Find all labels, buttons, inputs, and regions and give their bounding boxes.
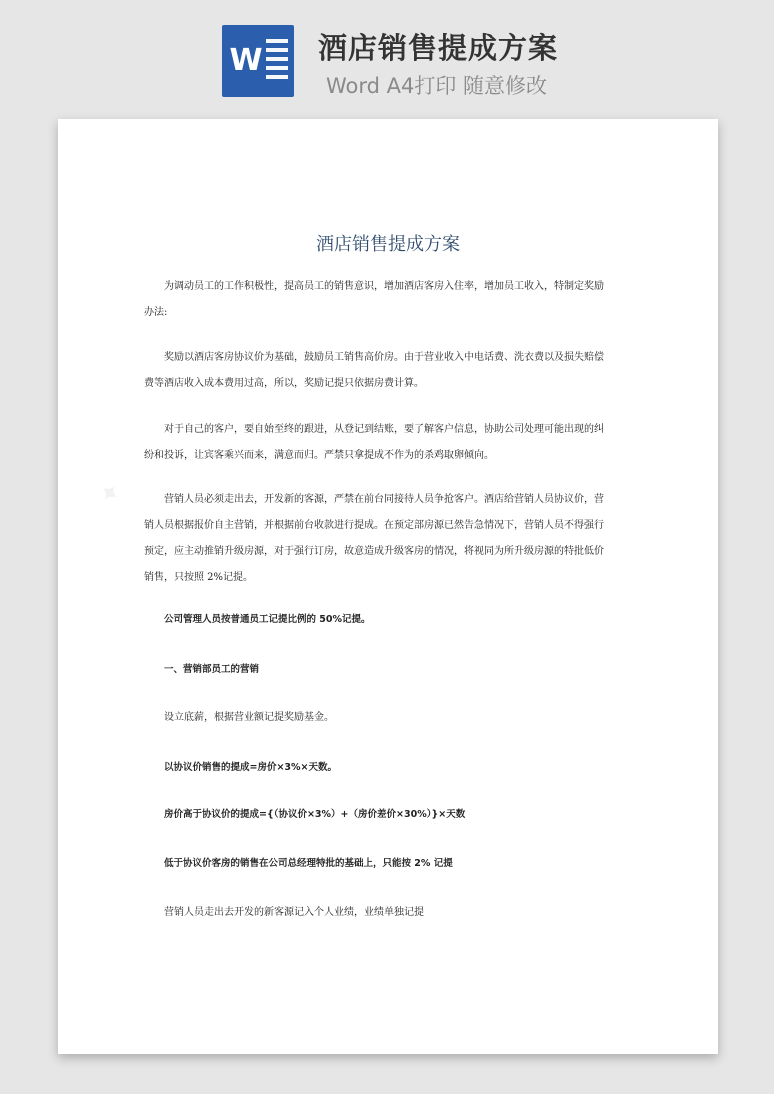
paragraph-sales-rules: 营销人员必须走出去，开发新的客源，严禁在前台同接待人员争抢客户。酒店给营销人员协议价，营销人员根据报价自主营销，并根据前台收款进行提成。在预定部房源已然告急情况下，营销人员不得强行预定，应主动推销升级房源，对于强行订房，故意造成升级客房的情况，将视同为所升级房源的特批低价销售，只按照 2%记提。 <box>144 494 604 583</box>
paragraph-below-agreement: 低于协议价客房的销售在公司总经理特批的基础上，只能按 2% 记提 <box>164 858 453 869</box>
page-title: 酒店销售提成方案 <box>318 31 559 65</box>
paragraph-new-clients: 营销人员走出去开发的新客源记入个人业绩，业绩单独记提 <box>164 907 424 918</box>
document-page <box>58 119 718 1054</box>
document-title: 酒店销售提成方案 <box>316 234 460 255</box>
paragraph-reward-basis: 奖励以酒店客房协议价为基础，鼓励员工销售高价房。由于营业收入中电话费、洗衣费以及损失赔偿费等酒店收入成本费用过高，所以，奖励记提只依据房费计算。 <box>144 352 604 389</box>
page-subtitle: Word A4打印 随意修改 <box>326 74 548 98</box>
word-icon-letter: W <box>229 43 263 78</box>
paragraph-agreement-price: 以协议价销售的提成=房价×3%×天数。 <box>164 762 338 773</box>
watermark-left: ✦ <box>91 475 127 513</box>
header <box>0 0 774 118</box>
paragraph-base-salary: 设立底薪，根据营业额记提奖励基金。 <box>164 712 334 723</box>
paragraph-management: 公司管理人员按普通员工记提比例的 50%记提。 <box>164 614 371 625</box>
word-icon <box>222 25 294 97</box>
paragraph-above-agreement: 房价高于协议价的提成={（协议价×3%）+（房价差价×30%）}×天数 <box>164 809 466 820</box>
section-heading-sales: 一、营销部员工的营销 <box>164 664 260 675</box>
paragraph-intro: 为调动员工的工作积极性，提高员工的销售意识，增加酒店客房入住率，增加员工收入，特制定奖励办法: <box>144 281 604 318</box>
paragraph-client-followup: 对于自己的客户，要自始至终的跟进，从登记到结账，要了解客户信息，协助公司处理可能出现的纠纷和投诉，让宾客乘兴而来，满意而归。严禁只拿提成不作为的杀鸡取卵倾向。 <box>144 424 604 461</box>
word-icon-lines <box>266 39 288 84</box>
